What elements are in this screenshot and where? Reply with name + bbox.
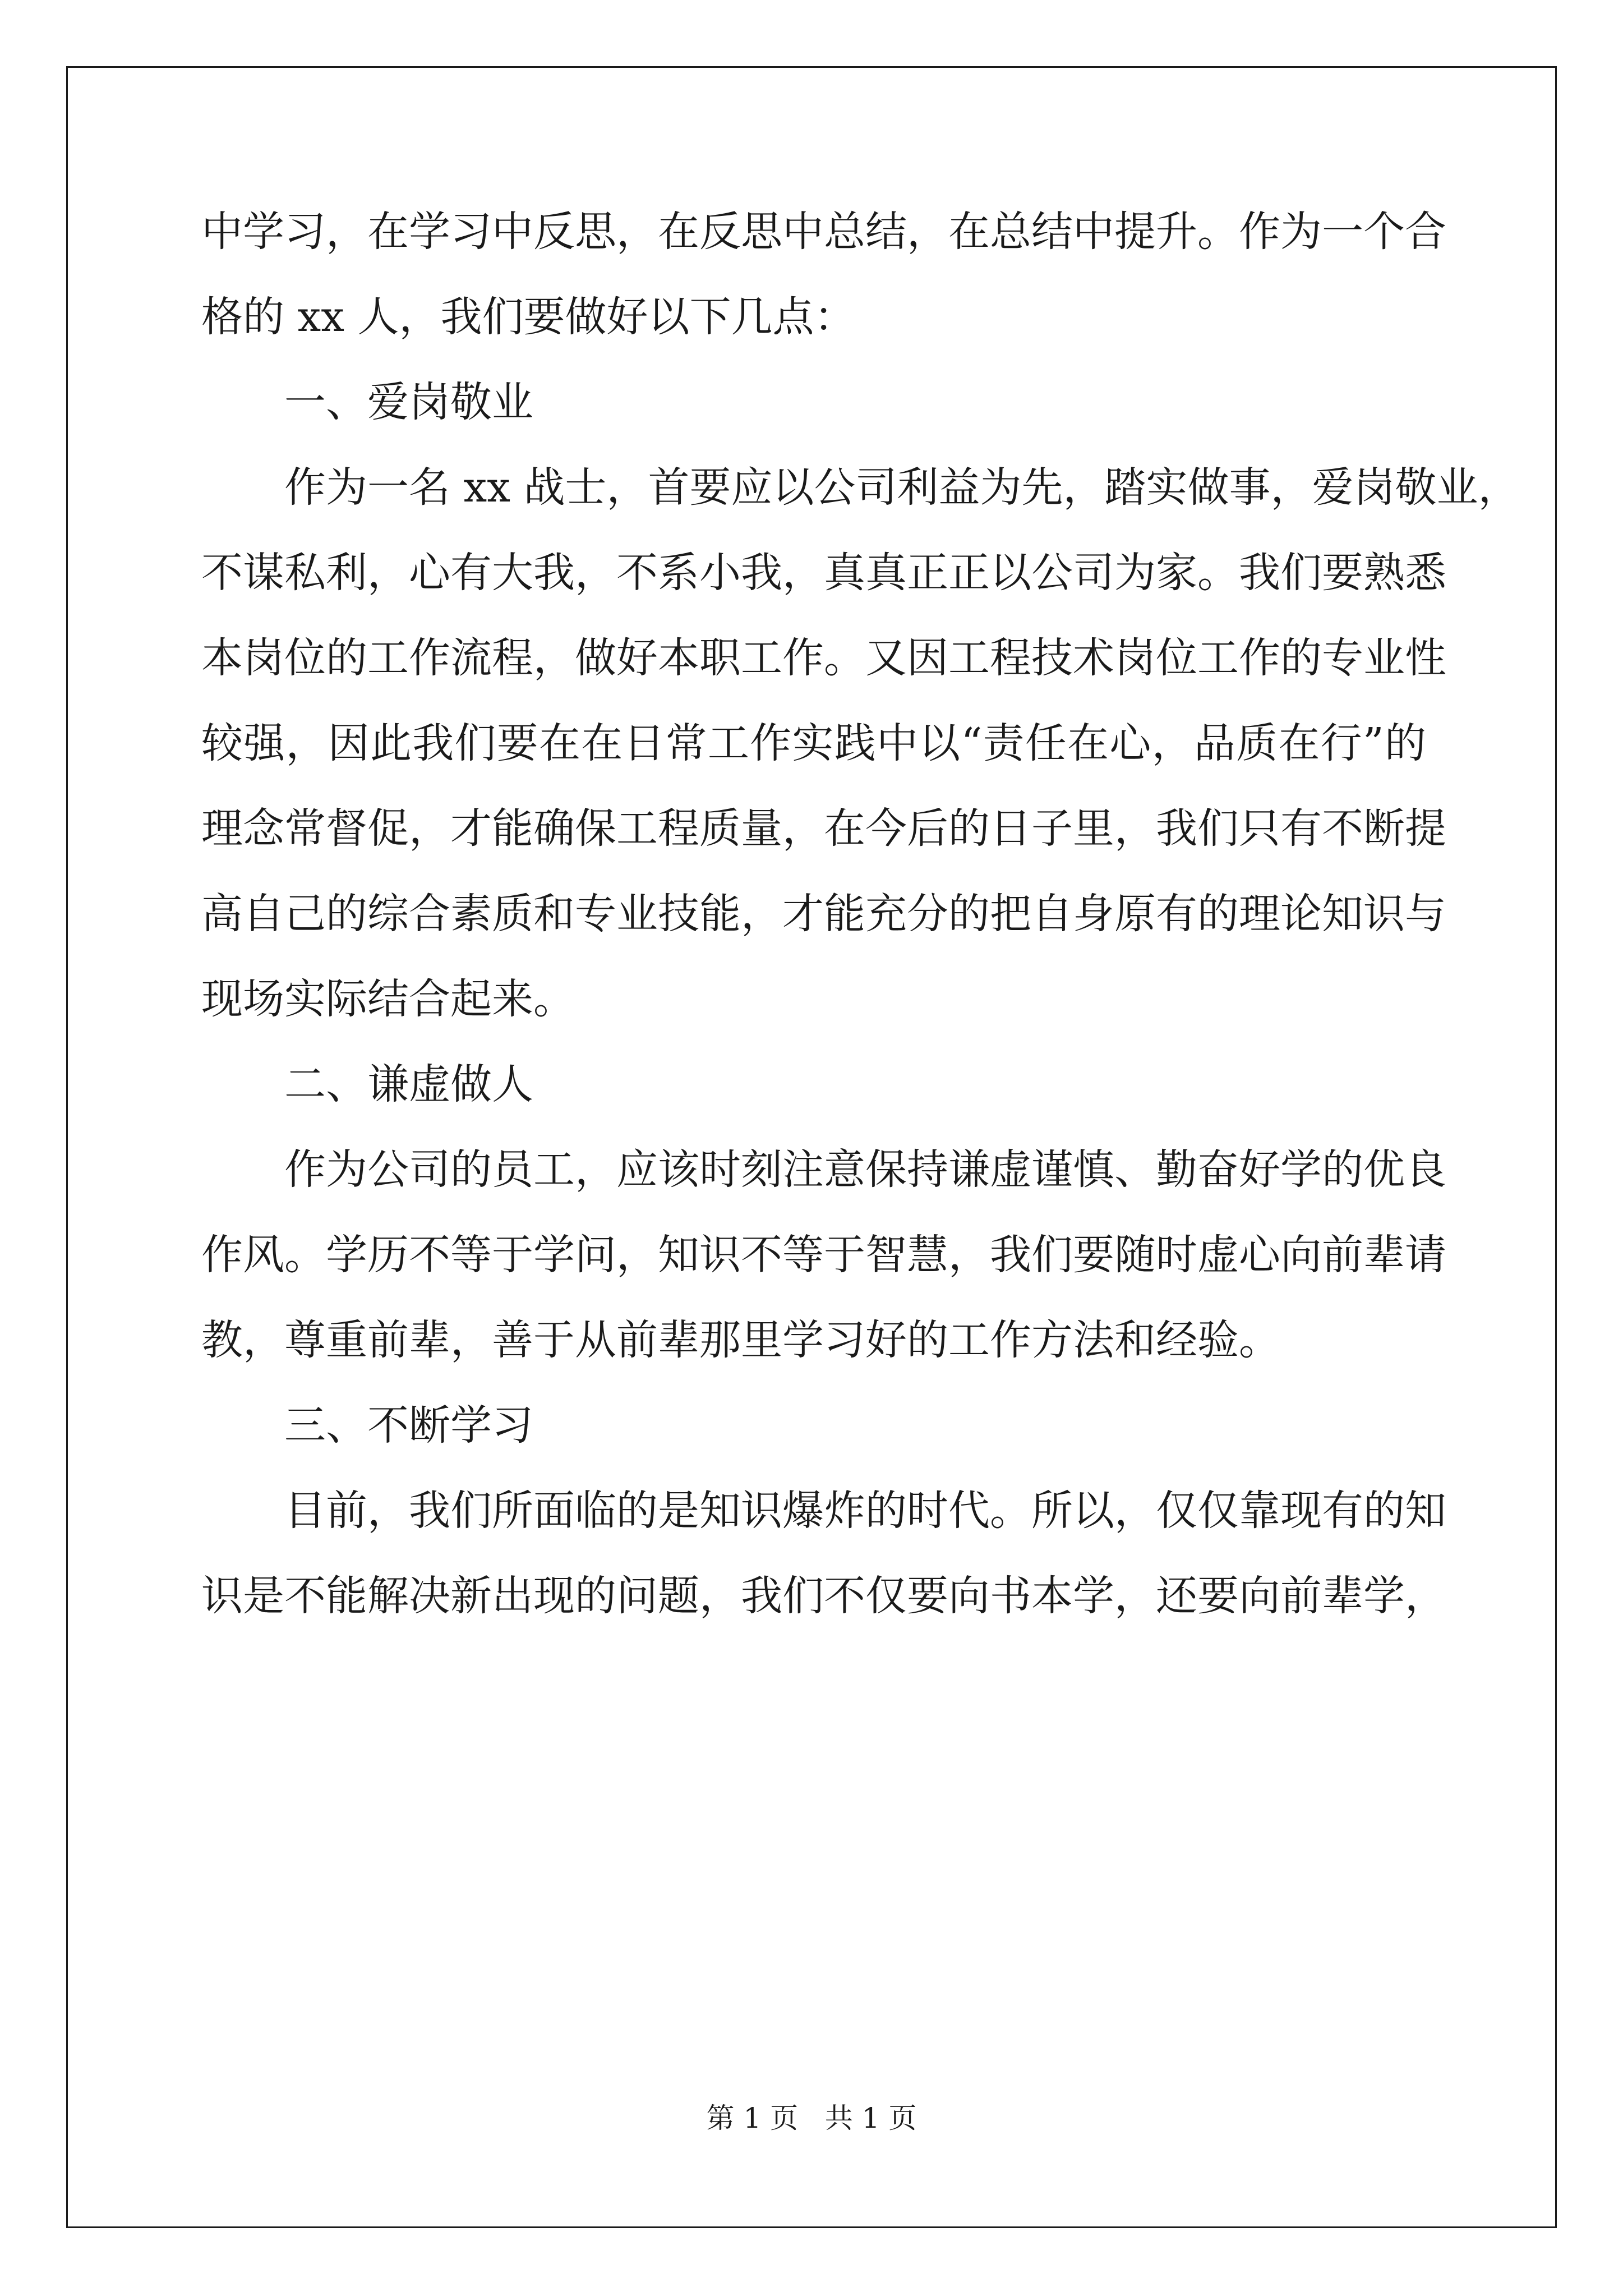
paragraph-line: 作为公司的员工，应该时刻注意保持谦虚谨慎、勤奋好学的优良 — [284, 1145, 1446, 1194]
paragraph-line: 作为一名 xx 战士，首要应以公司利益为先，踏实做事，爱岗敬业， — [284, 463, 1520, 512]
paragraph-line: 本岗位的工作流程，做好本职工作。又因工程技术岗位工作的专业性 — [201, 634, 1446, 682]
paragraph-line: 理念常督促，才能确保工程质量，在今后的日子里，我们只有不断提 — [201, 804, 1446, 853]
paragraph-line: 教，尊重前辈，善于从前辈那里学习好的工作方法和经验。 — [201, 1316, 1280, 1364]
paragraph-line: 识是不能解决新出现的问题，我们不仅要向书本学，还要向前辈学， — [201, 1572, 1446, 1620]
paragraph-line: 不谋私利，心有大我，不系小我，真真正正以公司为家。我们要熟悉 — [201, 549, 1446, 597]
paragraph-line: 较强，因此我们要在在日常工作实践中以“责任在心，品质在行”的 — [201, 719, 1426, 767]
paragraph-line: 作风。学历不等于学问，知识不等于智慧，我们要随时虚心向前辈请 — [201, 1231, 1446, 1279]
section-heading: 三、不断学习 — [284, 1401, 533, 1450]
section-heading: 一、爱岗敬业 — [284, 378, 533, 426]
paragraph-line: 现场实际结合起来。 — [201, 975, 575, 1023]
paragraph-line: 高自己的综合素质和专业技能，才能充分的把自身原有的理论知识与 — [201, 890, 1446, 938]
page-number-footer: 第 1 页 共 1 页 — [706, 2102, 917, 2134]
paragraph-line: 格的 xx 人，我们要做好以下几点： — [201, 293, 856, 341]
section-heading: 二、谦虚做人 — [284, 1060, 533, 1108]
paragraph-line: 目前，我们所面临的是知识爆炸的时代。所以，仅仅靠现有的知 — [284, 1487, 1446, 1535]
paragraph-line: 中学习，在学习中反思，在反思中总结，在总结中提升。作为一个合 — [201, 208, 1446, 256]
